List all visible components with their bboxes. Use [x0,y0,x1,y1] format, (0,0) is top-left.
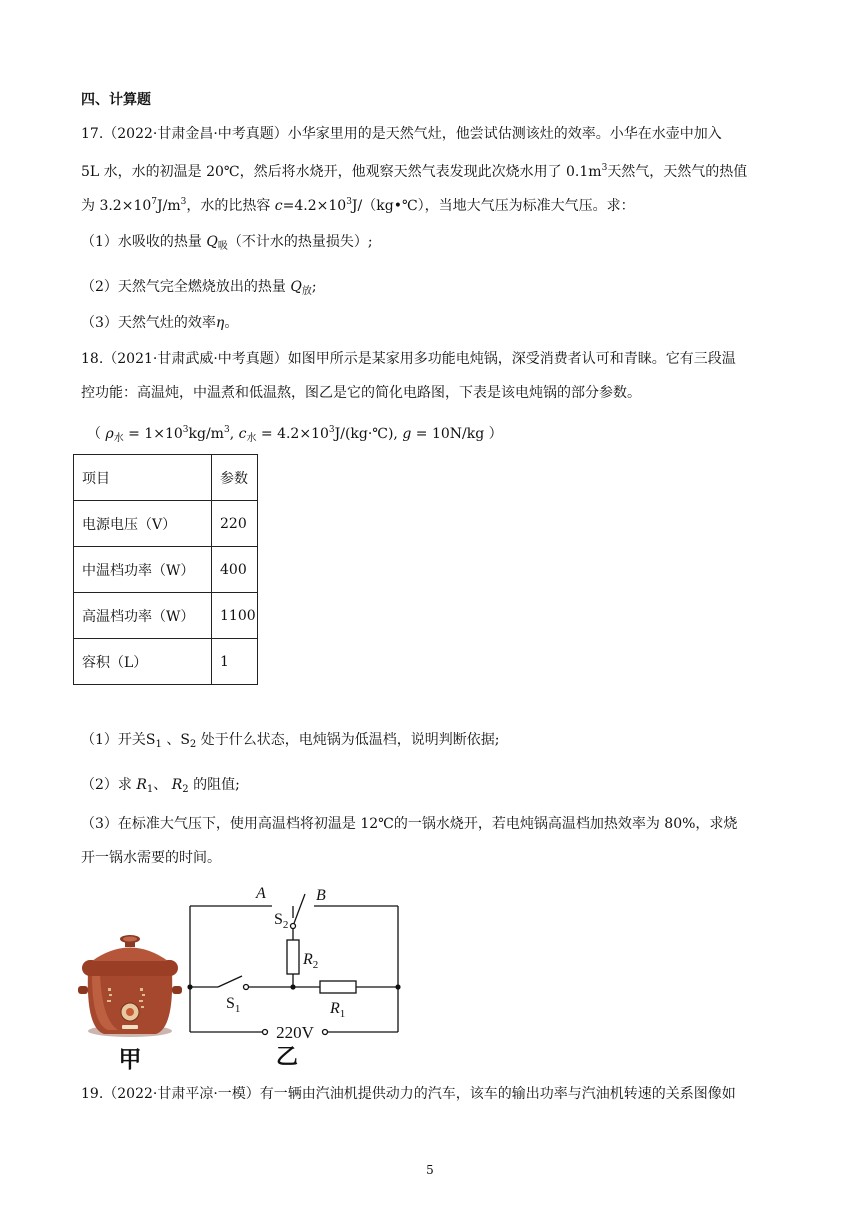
circuit-diagram [180,880,420,1040]
table-cell: 中温档功率（W） [74,547,212,593]
q18-line-1: 18.（2021·甘肃武威·中考真题）如图甲所示是某家用多功能电炖锅，深受消费者认可和青睐。它有三段温 [81,351,736,367]
resistor-r2 [287,940,299,974]
table-cell: 1 [212,639,258,685]
q17-line-1: 17.（2022·甘肃金昌·中考真题）小华家里用的是天然气灶，他尝试估测该灶的效率。小华在水壶中加入 [81,126,722,142]
label-a: A [256,885,266,902]
label-r2: $R_2$ [303,951,319,971]
table-cell: 高温档功率（W） [74,593,212,639]
figure-caption-jia: 甲 [118,1047,142,1072]
parameters-table [73,454,258,685]
q17-subquestion-1: （1）水吸收的热量 $Q_吸$（不计水的热量损失）; [81,234,373,252]
q18-subquestion-3-line-2: 开一锅水需要的时间。 [81,850,221,866]
table-header-row [74,455,258,501]
table-row [74,547,258,593]
switch-s2-blade [293,894,305,926]
label-s1: $S_1$ [226,995,241,1015]
table-cell: 220 [212,501,258,547]
table-header-cell: 参数 [212,455,258,501]
q19-line-1: 19.（2022·甘肃平凉·一模）有一辆由汽油机提供动力的汽车，该车的输出功率与汽油机转速的关系图像如 [81,1086,736,1102]
label-s2: $S_2$ [274,911,289,931]
q18-subquestion-1: （1）开关$S_1$ 、$S_2$ 处于什么状态，电炖锅为低温档，说明判断依据; [81,732,500,750]
table-cell: 容积（L） [74,639,212,685]
figure-caption-yi: 乙 [276,1045,299,1070]
terminal-right [323,1030,328,1035]
q18-subquestion-2: （2）求 $R_1$、 $R_2$ 的阻值; [81,777,240,795]
section-heading: 四、计算题 [81,92,151,108]
junction-dot [290,984,295,989]
resistor-r1 [320,981,356,993]
table-cell: 400 [212,547,258,593]
table-row [74,501,258,547]
q17-subquestion-2: （2）天然气完全燃烧放出的热量 $Q_放$; [81,279,317,297]
page-number: 5 [426,1163,434,1177]
switch-s1-contact [244,985,249,990]
q18-given-values: （ $\rho_水 = 1\times 10^3kg/m^3$, $c_水$ = $4.2\times 10^3J/(kg\cdot℃)$, g = 10N/kg ） [87,425,503,444]
q17-subquestion-3: （3）天然气灶的效率η。 [81,315,239,331]
table-cell: 电源电压（V） [74,501,212,547]
label-voltage: 220V [276,1023,314,1040]
q17-line-2: 5L 水，水的初温是 20℃，然后将水烧开，他观察天然气表发现此次烧水用了 $0.1m^3$天然气，天然气的热值 [81,163,748,180]
slow-cooker-illustration [78,930,182,1072]
junction-dot [187,984,192,989]
q18-subquestion-3-line-1: （3）在标准大气压下，使用高温档将初温是 12℃的一锅水烧开，若电炖锅高温档加热效率为 80%，求烧 [81,816,738,832]
switch-s2-pivot [291,924,296,929]
label-r1: $R_1$ [330,1000,346,1020]
terminal-left [263,1030,268,1035]
switch-s1-blade [218,976,242,987]
table-row [74,639,258,685]
junction-dot [395,984,400,989]
q18-line-2: 控功能：高温炖，中温煮和低温熬，图乙是它的简化电路图，下表是该电炖锅的部分参数。 [81,385,641,401]
table-row [74,593,258,639]
table-cell: 1100 [212,593,258,639]
label-b: B [316,887,326,904]
q17-line-3: 为 $3.2\times 10^7J/m^3$，水的比热容 $c=4.2\times 10^3J/(kg•℃)$，当地大气压为标准大气压。求： [81,197,635,214]
table-header-cell: 项目 [74,455,212,501]
